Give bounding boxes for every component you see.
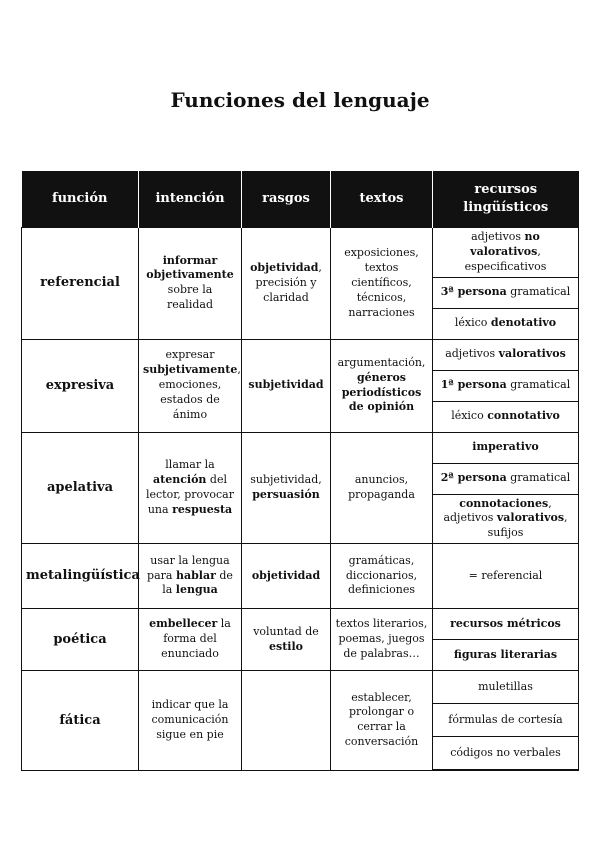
cell-recurso: adjetivos valorativos <box>433 339 579 370</box>
cell-recurso: adjetivos no valorativos, especificativos <box>433 228 579 278</box>
cell-textos: exposiciones, textos científicos, técnicos, narraciones <box>331 228 433 340</box>
cell-intencion: llamar la atención del lector, provocar una respuesta <box>139 432 242 544</box>
cell-funcion: poética <box>22 609 139 671</box>
cell-textos: anuncios, propaganda <box>331 432 433 544</box>
cell-recurso: fórmulas de cortesía <box>433 704 579 737</box>
cell-rasgos <box>242 671 331 771</box>
cell-funcion: metalingüística <box>22 544 139 609</box>
cell-recurso: connotaciones, adjetivos valorativos, sufijos <box>433 494 579 544</box>
cell-rasgos: subjetividad <box>242 339 331 432</box>
header-textos: textos <box>331 171 433 228</box>
header-intencion: intención <box>139 171 242 228</box>
table-row <box>22 228 579 278</box>
cell-rasgos: subjetividad, persuasión <box>242 432 331 544</box>
cell-intencion: expresar subjetivamente, emociones, estados de ánimo <box>139 339 242 432</box>
cell-recurso: = referencial <box>433 544 579 609</box>
cell-funcion: referencial <box>22 228 139 340</box>
header-row <box>22 171 579 228</box>
cell-funcion: apelativa <box>22 432 139 544</box>
cell-textos: gramáticas, diccionarios, definiciones <box>331 544 433 609</box>
cell-recurso: 3ª persona gramatical <box>433 277 579 308</box>
cell-recurso: figuras literarias <box>433 640 579 671</box>
cell-rasgos: objetividad <box>242 544 331 609</box>
header-rasgos: rasgos <box>242 171 331 228</box>
cell-recurso: códigos no verbales <box>433 737 579 771</box>
table-row <box>22 432 579 463</box>
cell-recurso: 1ª persona gramatical <box>433 370 579 401</box>
cell-rasgos: voluntad de estilo <box>242 609 331 671</box>
table-row <box>22 339 579 370</box>
header-funcion: función <box>22 171 139 228</box>
cell-textos: argumentación, géneros periodísticos de opinión <box>331 339 433 432</box>
cell-textos: establecer, prolongar o cerrar la conversación <box>331 671 433 771</box>
page-title: Funciones del lenguaje <box>170 88 430 112</box>
functions-table <box>21 171 579 771</box>
table-row <box>22 609 579 640</box>
cell-recurso: léxico denotativo <box>433 308 579 339</box>
cell-intencion: indicar que la comunicación sigue en pie <box>139 671 242 771</box>
cell-funcion: fática <box>22 671 139 771</box>
table-row <box>22 544 579 609</box>
cell-textos: textos literarios, poemas, juegos de palabras… <box>331 609 433 671</box>
table-row <box>22 671 579 704</box>
cell-intencion: embellecer la forma del enunciado <box>139 609 242 671</box>
table-body <box>22 228 579 771</box>
cell-rasgos: objetividad, precisión y claridad <box>242 228 331 340</box>
cell-intencion: usar la lengua para hablar de la lengua <box>139 544 242 609</box>
cell-recurso: recursos métricos <box>433 609 579 640</box>
cell-intencion: informar objetivamente sobre la realidad <box>139 228 242 340</box>
cell-recurso: imperativo <box>433 432 579 463</box>
cell-recurso: léxico connotativo <box>433 401 579 432</box>
header-recursos: recursos lingüísticos <box>433 171 579 228</box>
cell-recurso: muletillas <box>433 671 579 704</box>
cell-funcion: expresiva <box>22 339 139 432</box>
cell-recurso: 2ª persona gramatical <box>433 463 579 494</box>
